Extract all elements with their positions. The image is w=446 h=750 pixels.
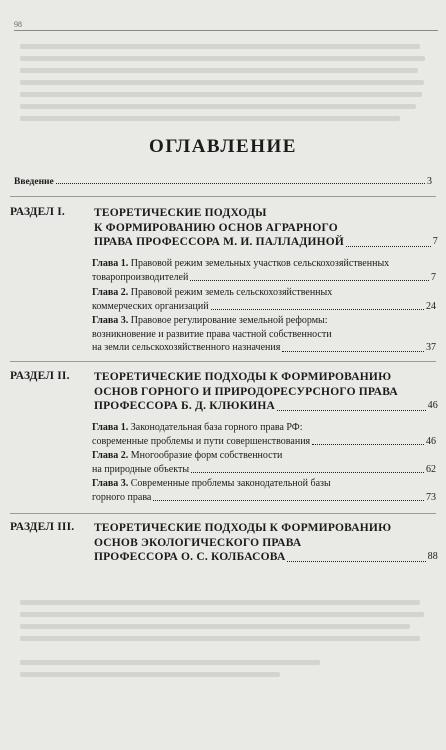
page-title: ОГЛАВЛЕНИЕ <box>149 136 297 157</box>
header-rule <box>14 30 438 31</box>
section-title-line: ТЕОРЕТИЧЕСКИЕ ПОДХОДЫ К ФОРМИРОВАНИЮ <box>94 522 392 534</box>
header-page-number: 98 <box>14 20 22 29</box>
leader-dots <box>191 472 424 473</box>
chapter-title-line: Правовой режим земельных участков сельскохозяйственных <box>130 258 390 269</box>
section-label: РАЗДЕЛ II. <box>10 370 70 382</box>
section-title-line: К ФОРМИРОВАНИЮ ОСНОВ АГРАРНОГО <box>94 221 338 234</box>
leader-dots <box>190 280 429 281</box>
section-label: РАЗДЕЛ III. <box>10 521 75 533</box>
section-title-line: ОСНОВ ЭКОЛОГИЧЕСКОГО ПРАВА <box>94 536 302 549</box>
leader-dots <box>282 351 424 352</box>
leader-dots <box>312 444 424 445</box>
section-title-line: ОСНОВ ГОРНОГО И ПРИРОДОРЕСУРСНОГО ПРАВА <box>94 385 398 398</box>
section-title <box>94 521 438 565</box>
chapter-title-line: коммерческих организаций <box>92 300 209 312</box>
toc-page-number: 7 <box>432 236 438 247</box>
toc-page-number: 7 <box>431 271 436 283</box>
toc-page-number: 37 <box>426 342 436 353</box>
chapter-title-line: Законодательная база горного права РФ: <box>130 422 303 433</box>
leader-dots <box>153 500 424 501</box>
chapter-label: Глава 3. <box>92 315 129 326</box>
leader-dots <box>56 183 425 184</box>
toc-page-number: 88 <box>427 551 438 562</box>
chapter-title-line: Современные проблемы законодательной базы <box>130 478 331 489</box>
section-title <box>94 206 438 250</box>
divider <box>10 196 436 197</box>
section-title <box>94 370 438 414</box>
toc-chapter[interactable] <box>92 421 436 448</box>
chapter-label: Глава 1. <box>92 422 129 433</box>
section-title-line: ПРОФЕССОРА Б. Д. КЛЮКИНА <box>94 400 276 412</box>
toc-section-3[interactable] <box>10 521 438 571</box>
chapter-label: Глава 3. <box>92 478 129 489</box>
chapter-title-line: товаропроизводителей <box>92 271 189 283</box>
chapter-title-line: Многообразие форм собственности <box>130 450 283 461</box>
chapter-label: Глава 1. <box>92 258 129 269</box>
divider <box>10 513 436 514</box>
toc-chapter[interactable] <box>92 477 436 504</box>
toc-page-number: 46 <box>427 400 438 411</box>
toc-chapter[interactable] <box>92 449 436 476</box>
chapter-title-line: Правовой режим земель сельскохозяйственных <box>130 287 333 298</box>
chapter-title-line: Правовое регулирование земельной реформы: <box>130 315 328 326</box>
toc-page-number: 62 <box>426 463 436 475</box>
toc-page-number: 24 <box>426 300 436 312</box>
chapter-label: Глава 2. <box>92 450 129 461</box>
toc-chapter[interactable] <box>92 257 436 284</box>
section-title-line: ТЕОРЕТИЧЕСКИЕ ПОДХОДЫ <box>94 207 267 219</box>
leader-dots <box>277 410 426 411</box>
chapter-title-line: современные проблемы и пути совершенствования <box>92 435 311 447</box>
section-title-line: ТЕОРЕТИЧЕСКИЕ ПОДХОДЫ К ФОРМИРОВАНИЮ <box>94 371 392 383</box>
toc-section-2[interactable] <box>10 370 438 420</box>
section-title-line: ПРАВА ПРОФЕССОРА М. И. ПАЛЛАДИНОЙ <box>94 236 345 248</box>
toc-chapter[interactable] <box>92 286 436 313</box>
toc-intro-label: Введение <box>14 177 54 187</box>
chapter-title-line: возникновение и развитие права частной собственности <box>92 328 332 340</box>
leader-dots <box>211 309 424 310</box>
toc-chapter[interactable] <box>92 314 436 355</box>
leader-dots <box>287 561 425 562</box>
leader-dots <box>346 246 431 247</box>
chapter-title-line: на земли сельскохозяйственного назначения <box>92 342 281 353</box>
section-label: РАЗДЕЛ I. <box>10 206 65 218</box>
toc-page-number: 73 <box>426 491 436 503</box>
toc-page-number: 3 <box>427 176 432 187</box>
toc-intro[interactable] <box>14 176 432 187</box>
section-title-line: ПРОФЕССОРА О. С. КОЛБАСОВА <box>94 551 286 563</box>
chapter-title-line: горного права <box>92 491 152 503</box>
divider <box>10 361 436 362</box>
chapter-label: Глава 2. <box>92 287 129 298</box>
toc-section-1[interactable] <box>10 206 438 256</box>
chapter-title-line: на природные объекты <box>92 463 190 475</box>
toc-page-number: 46 <box>426 435 436 447</box>
